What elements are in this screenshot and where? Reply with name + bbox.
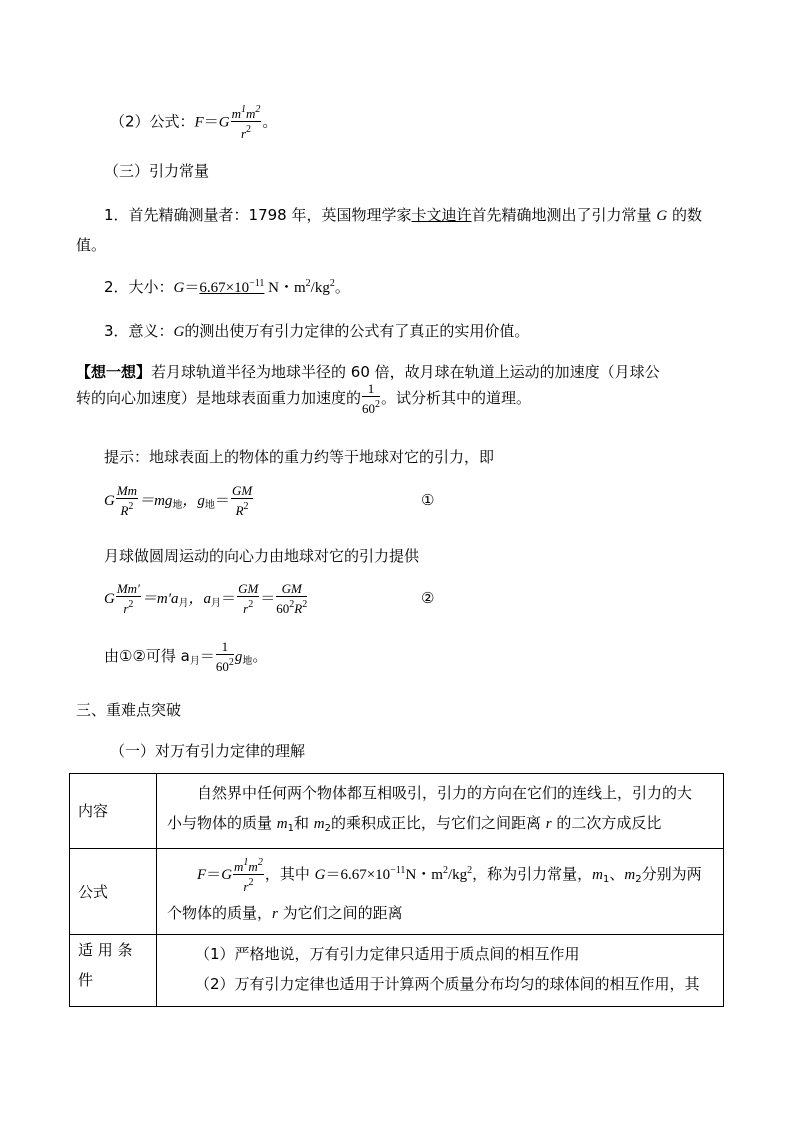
text: 和 [294, 814, 314, 832]
var-g: G [104, 591, 115, 607]
table-row [70, 774, 724, 849]
sub-1: 1 [287, 823, 294, 834]
text: 、 [609, 865, 625, 883]
frac-num: 1 [216, 639, 234, 655]
unit-e: 2 [442, 865, 448, 876]
unit-e1: 2 [305, 278, 311, 289]
den-exp: 2 [248, 598, 254, 610]
var-r: r [545, 816, 552, 832]
row-formula [157, 849, 724, 935]
den-r: r [240, 126, 246, 141]
num-s2: 2 [255, 104, 261, 115]
var-g: G [173, 324, 185, 340]
eq-mid: ＝m′a [141, 591, 179, 607]
unit-kg: /kg [310, 280, 330, 296]
frac-den: 60 [215, 659, 229, 674]
num: Mm [116, 482, 138, 498]
var-g: G [173, 280, 185, 296]
var-m: m [276, 816, 288, 832]
eq-mid: ＝mg [139, 493, 173, 509]
equals: ＝ [221, 589, 237, 607]
equals: ＝ [214, 491, 230, 509]
var-g: g [234, 649, 243, 665]
equals: ＝ [260, 589, 276, 607]
text: 的乘积成正比，与它们之间距离 [331, 814, 546, 832]
text: 小与物体的质量 [167, 814, 277, 832]
period: 。 [252, 647, 268, 665]
var-g: G [221, 867, 233, 883]
fraction [116, 581, 141, 617]
text: 分别为两 [641, 865, 702, 883]
label-text: 适 用 条 [78, 941, 133, 959]
concl-pre: 由①②可得 a [104, 647, 190, 665]
scientist-name: 卡文迪许 [411, 206, 472, 224]
unit-e2: 2 [467, 865, 473, 876]
content-line2 [167, 808, 715, 844]
equation-1-mark: ① [421, 491, 435, 509]
fraction [231, 102, 262, 142]
item1-pre: 1．首先精确测量者：1798 年，英国物理学家 [104, 206, 412, 224]
formula-line1 [167, 853, 715, 898]
den-exp: 2 [128, 598, 134, 610]
equation-1 [104, 482, 254, 524]
unit: N・m [405, 867, 443, 883]
sub-moon: 月 [178, 598, 189, 609]
g-value: 6.67×10 [199, 280, 250, 296]
sub-earth: 地 [242, 656, 253, 667]
num-s1: 1 [240, 104, 246, 115]
g-exp: −11 [249, 278, 265, 289]
sub-1: 1 [602, 874, 610, 885]
label-text: 件 [78, 971, 94, 989]
fraction [216, 639, 234, 674]
equals: ＝ [203, 112, 219, 131]
var-f: F [194, 114, 204, 131]
num-m: m [248, 858, 258, 874]
period: 。 [334, 278, 350, 296]
var-g: G [104, 493, 115, 509]
equals: ＝ [199, 647, 215, 665]
think-line1 [76, 361, 660, 382]
var-m: m [592, 867, 603, 883]
den-r: r [123, 600, 129, 616]
den-60: 60 [276, 600, 290, 616]
num-s1: 1 [243, 856, 249, 868]
g-value: ＝6.67×10 [325, 867, 391, 883]
fraction [231, 483, 253, 519]
text: 个物体的质量， [167, 904, 273, 922]
label-text: 公式 [78, 882, 109, 901]
hint-line1: 提示：地球表面上的物体的重力约等于地球对它的引力，即 [104, 448, 495, 466]
den-r: r [243, 600, 249, 616]
den-r: R [235, 502, 244, 518]
think-line2 [76, 381, 531, 416]
var-m: m [313, 816, 325, 832]
unit-kg: /kg [447, 867, 468, 883]
item1-line2: 值。 [76, 236, 107, 254]
item1-line1 [104, 204, 702, 225]
item2-value [104, 276, 350, 297]
row-conditions [157, 935, 724, 1007]
hint-line2: 月球做圆周运动的向心力由地球对它的引力提供 [104, 547, 420, 565]
den-exp: 2 [289, 598, 295, 610]
unit-e2: 2 [329, 278, 335, 289]
table-row [70, 935, 724, 1007]
var-g: G [314, 867, 326, 883]
item1-post: 首先精确地测出了引力常量 [471, 206, 652, 224]
sub-2: 2 [324, 823, 331, 834]
frac-den: 60 [362, 401, 376, 416]
equation-2-mark: ② [421, 589, 435, 607]
sub-earth: 地 [204, 500, 215, 511]
row-content [157, 774, 724, 849]
var-m: m [624, 867, 636, 883]
var-f: F [197, 867, 207, 883]
item2-pre: 2．大小： [104, 278, 174, 296]
fraction [116, 483, 138, 519]
condition-2: （2）万有引力定律也适用于计算两个质量分布均匀的球体间的相互作用，其 [195, 975, 700, 993]
think-tag: 【想一想】 [76, 363, 152, 381]
formula-label: （2）公式： [110, 112, 195, 131]
num: GM [276, 581, 307, 597]
eq-sep: ，a [188, 591, 212, 607]
den-r: R [294, 600, 303, 616]
section3-title: （三）引力常量 [104, 162, 210, 180]
sub-moon: 月 [189, 656, 200, 667]
gravitation-formula [110, 102, 277, 142]
unit: N・m [264, 280, 306, 296]
fraction [276, 581, 307, 617]
condition-1: （1）严格地说，万有引力定律只适用于质点间的相互作用 [195, 945, 580, 963]
text: 的二次方成反比 [551, 814, 662, 832]
think-text2: 转的向心加速度）是地球表面重力加速度的 [76, 389, 362, 407]
fraction [362, 381, 380, 416]
text: ，称为引力常量， [472, 865, 593, 883]
frac-num: 1 [362, 381, 380, 397]
g-exp: −11 [390, 865, 406, 876]
den-r: R [120, 502, 129, 518]
var-r: r [272, 906, 278, 922]
num: GM [238, 580, 259, 596]
gravitation-law-table [69, 773, 724, 1007]
den-exp: 2 [246, 124, 251, 135]
think-text1: 若月球轨道半径为地球半径的 60 倍，故月球在轨道上运动的加速度（月球公 [151, 363, 660, 381]
row-label-content [70, 774, 157, 849]
label-text: 内容 [78, 802, 109, 820]
formula-line2 [167, 898, 715, 929]
item3-post: 的测出使万有引力定律的公式有了真正的实用价值。 [184, 322, 530, 340]
content-line1: 自然界中任何两个物体都互相吸引，引力的方向在它们的连线上，引力的大 [197, 784, 693, 802]
row-label-conditions [70, 935, 157, 1007]
num-m2: m [245, 106, 256, 121]
den-exp: 2 [243, 500, 249, 512]
den-r: r [243, 878, 249, 894]
equals: ＝ [184, 278, 200, 296]
den-exp: 2 [302, 598, 308, 610]
var-g: G [656, 208, 668, 224]
sub-earth: 地 [172, 500, 183, 511]
fraction [237, 581, 259, 617]
table-row [70, 849, 724, 935]
sub-moon: 月 [211, 598, 222, 609]
frac-exp: 2 [228, 657, 234, 668]
period: 。 [262, 112, 278, 131]
part3-title: 三、重难点突破 [76, 701, 182, 719]
num-m1: m [231, 106, 241, 121]
num-s2: 2 [257, 856, 263, 868]
think-text3: 。试分析其中的道理。 [381, 389, 532, 407]
equals: ＝ [206, 865, 222, 883]
sub-2: 2 [635, 874, 642, 885]
sub1-title: （一）对万有引力定律的理解 [110, 742, 306, 760]
equation-2 [104, 580, 308, 622]
fraction [233, 855, 264, 895]
item3-pre: 3．意义： [104, 322, 174, 340]
num: Mm′ [116, 580, 140, 596]
den-exp: 2 [128, 500, 134, 512]
var-g: G [218, 114, 230, 131]
item3-meaning [104, 320, 529, 341]
den-exp: 2 [248, 876, 254, 888]
text: 为它们之间的距离 [277, 904, 403, 922]
num: GM [231, 482, 253, 498]
text: ，其中 [264, 865, 315, 883]
item1-tail: 的数 [671, 206, 702, 224]
num-m: m [234, 858, 244, 874]
conclusion [104, 638, 267, 680]
frac-exp: 2 [375, 399, 381, 410]
row-label-formula [70, 849, 157, 935]
eq-sep: ，g [182, 493, 205, 509]
